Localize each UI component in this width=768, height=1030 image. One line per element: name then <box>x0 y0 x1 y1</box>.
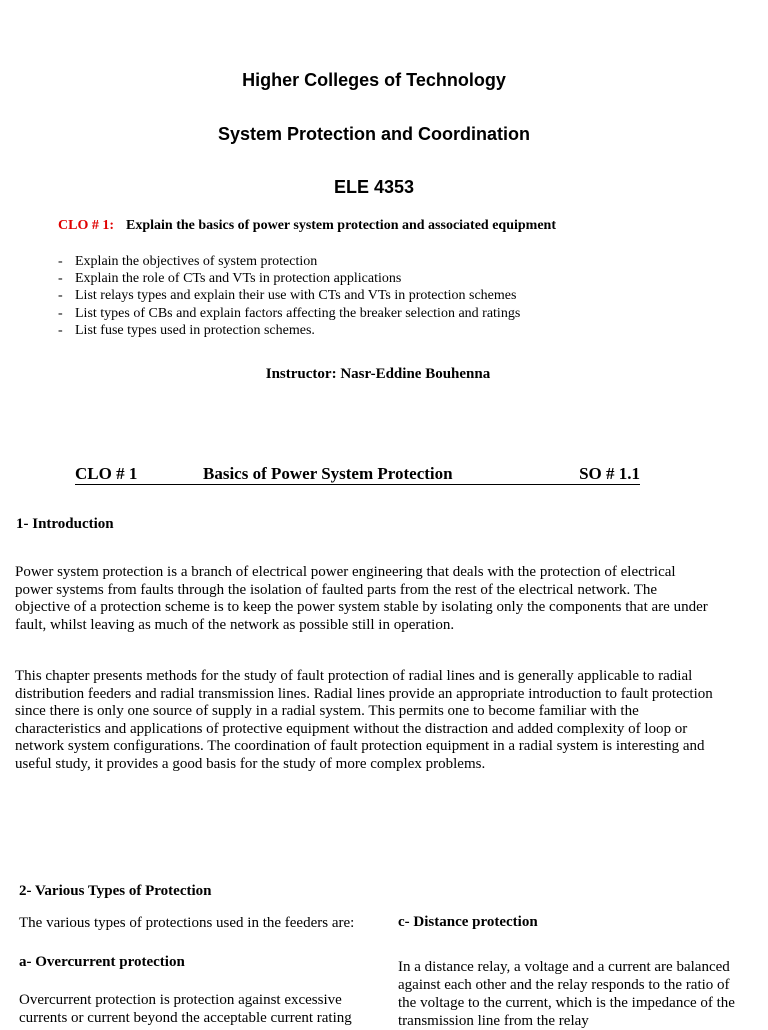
clo-text: Explain the basics of power system protection and associated equipment <box>126 218 557 233</box>
section-so: SO # 1.1 <box>579 464 640 483</box>
distance-heading: c- Distance protection <box>398 914 538 930</box>
types-heading: 2- Various Types of Protection <box>19 883 212 899</box>
course-code: ELE 4353 <box>333 177 415 197</box>
section-title: Basics of Power System Protection <box>203 464 453 483</box>
intro-paragraph-1: Power system protection is a branch of electrical power engineering that deals with the protection of electrical power systems from faults through the isolation of faulted parts from the rest of the electrical network. The objective of a protection scheme is to keep the power system stable by isolating only the components that are under fault, whilst leaving as much of the network as possible still in operation. <box>15 564 708 633</box>
overcurrent-heading: a- Overcurrent protection <box>19 954 185 970</box>
list-item: - Explain the objectives of system protection <box>58 254 318 269</box>
list-item: - List relays types and explain their use with CTs and VTs in protection schemes <box>58 288 517 304</box>
institution-title: Higher Colleges of Technology <box>242 70 506 90</box>
list-item: - Explain the role of CTs and VTs in protection applications <box>58 271 402 287</box>
types-intro: The various types of protections used in the feeders are: <box>19 915 355 931</box>
objectives-list <box>58 253 520 339</box>
overcurrent-text: Overcurrent protection is protection against excessive currents or current beyond the acceptable current rating <box>19 992 352 1026</box>
clo-statement <box>58 218 556 234</box>
list-item: - List fuse types used in protection schemes. <box>58 322 315 338</box>
intro-heading: 1- Introduction <box>16 516 114 532</box>
clo-label: CLO # 1: <box>58 218 114 233</box>
intro-paragraph-2: This chapter presents methods for the study of fault protection of radial lines and is generally applicable to radial distribution feeders and radial transmission lines. Radial lines provide an appropriate introduction to fault protection since there is only one source of supply in a radial system. This permits one to become familiar with the characteristics and applications of protective equipment without the distraction and added complexity of loop or network system configurations. The coordination of fault protection equipment in a radial system is interesting and useful study, it provides a good basis for the study of more complex problems. <box>15 668 713 772</box>
section-header-bar <box>75 464 640 485</box>
list-item: - List types of CBs and explain factors affecting the breaker selection and ratings <box>58 305 521 321</box>
instructor-line: Instructor: Nasr-Eddine Bouhenna <box>265 366 491 382</box>
course-title: System Protection and Coordination <box>217 124 531 144</box>
section-clo: CLO # 1 <box>75 464 138 483</box>
distance-text: In a distance relay, a voltage and a current are balanced against each other and the relay responds to the ratio of the voltage to the current, which is the impedance of the transmission line from the relay <box>398 959 735 1029</box>
